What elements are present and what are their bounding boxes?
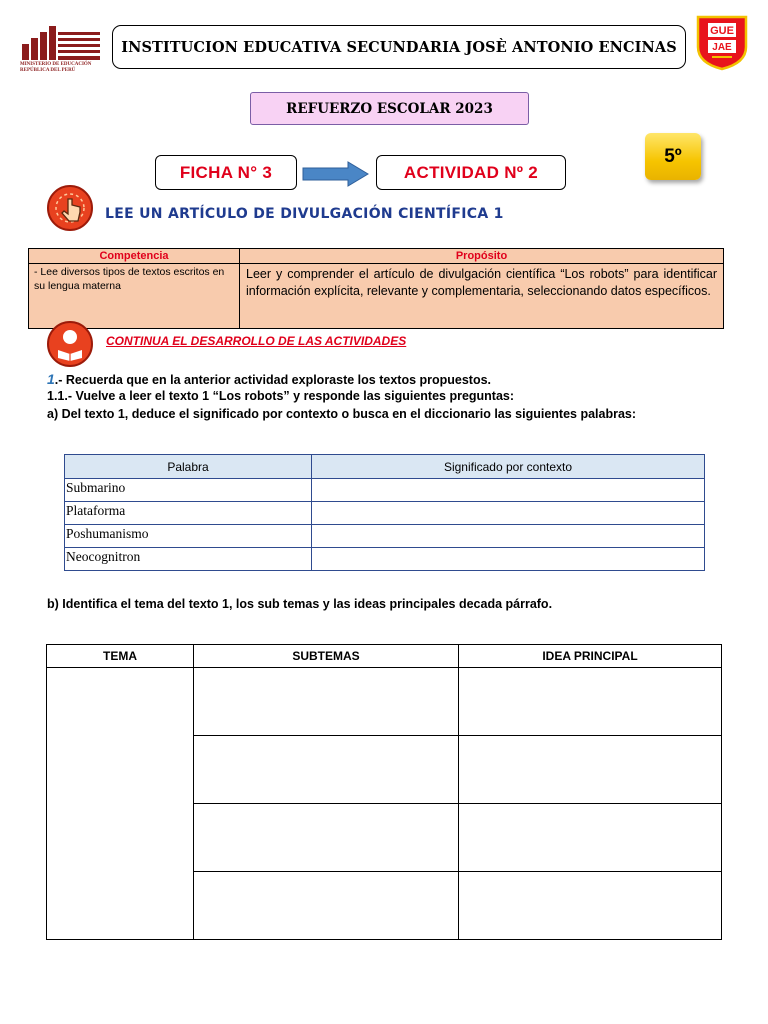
table-header-row	[65, 455, 705, 479]
badge-top-text: GUE	[710, 25, 734, 37]
instruction-b: b) Identifica el tema del texto 1, los sub temas y las ideas principales decada párrafo.	[47, 597, 553, 611]
competencia-table	[28, 248, 724, 329]
idea-principal-header: IDEA PRINCIPAL	[459, 645, 722, 668]
palabra-table	[64, 454, 705, 571]
subtemas-header: SUBTEMAS	[194, 645, 459, 668]
significado-cell[interactable]	[312, 548, 705, 571]
palabra-cell: Poshumanismo	[65, 525, 312, 548]
palabra-cell: Neocognitron	[65, 548, 312, 571]
palabra-cell: Submarino	[65, 479, 312, 502]
instruction-1	[47, 371, 491, 387]
minedu-bars-icon	[20, 24, 102, 62]
significado-cell[interactable]	[312, 479, 705, 502]
table-row	[65, 548, 705, 571]
proposito-header: Propósito	[240, 249, 724, 264]
palabra-cell: Plataforma	[65, 502, 312, 525]
badge-bottom-text: JAE	[712, 42, 732, 53]
table-row	[65, 502, 705, 525]
subtema-cell[interactable]	[194, 872, 459, 940]
program-title: REFUERZO ESCOLAR 2023	[250, 92, 529, 125]
tema-cell[interactable]	[47, 668, 194, 940]
idea-principal-cell[interactable]	[459, 668, 722, 736]
arrow-right-icon	[302, 161, 370, 187]
table-row	[47, 668, 722, 736]
table-row	[29, 264, 724, 329]
competencia-header: Competencia	[29, 249, 240, 264]
instruction-1-number: 1	[47, 371, 55, 387]
reading-icon	[46, 320, 94, 368]
subtema-cell[interactable]	[194, 804, 459, 872]
grade-badge: 5º	[645, 133, 701, 180]
ficha-label: FICHA N° 3	[155, 155, 297, 190]
idea-principal-cell[interactable]	[459, 804, 722, 872]
table-row	[65, 525, 705, 548]
touch-hand-icon	[46, 184, 94, 232]
tema-header: TEMA	[47, 645, 194, 668]
instruction-1-1: 1.1.- Vuelve a leer el texto 1 “Los robots” y responde las siguientes preguntas:	[47, 389, 515, 403]
idea-principal-cell[interactable]	[459, 736, 722, 804]
minedu-logo	[20, 24, 102, 74]
competencia-cell: - Lee diversos tipos de textos escritos en su lengua materna	[29, 264, 240, 329]
gue-shield-icon	[694, 13, 750, 71]
subtema-cell[interactable]	[194, 736, 459, 804]
section-title: LEE UN ARTÍCULO DE DIVULGACIÓN CIENTÍFICA 1	[105, 206, 504, 222]
instruction-a: a) Del texto 1, deduce el significado por contexto o busca en el diccionario las siguientes palabras:	[47, 407, 637, 421]
actividad-label: ACTIVIDAD Nº 2	[376, 155, 566, 190]
table-header-row	[47, 645, 722, 668]
significado-cell[interactable]	[312, 502, 705, 525]
continua-heading: CONTINUA EL DESARROLLO DE LAS ACTIVIDADES	[106, 334, 407, 348]
instruction-1-text: .- Recuerda que en la anterior actividad exploraste los textos propuestos.	[54, 373, 492, 387]
subtema-cell[interactable]	[194, 668, 459, 736]
significado-header: Significado por contexto	[312, 455, 705, 479]
school-title: INSTITUCION EDUCATIVA SECUNDARIA JOSÈ ANTONIO ENCINAS	[112, 25, 686, 69]
proposito-cell: Leer y comprender el artículo de divulgación científica “Los robots” para identificar información explícita, relevante y complementaria, seleccionando datos específicos.	[240, 264, 724, 329]
minedu-caption: MINISTERIO DE EDUCACIÓN REPÚBLICA DEL PERÚ	[20, 62, 92, 73]
significado-cell[interactable]	[312, 525, 705, 548]
tema-table	[46, 644, 722, 940]
idea-principal-cell[interactable]	[459, 872, 722, 940]
table-header-row	[29, 249, 724, 264]
palabra-header: Palabra	[65, 455, 312, 479]
table-row	[65, 479, 705, 502]
